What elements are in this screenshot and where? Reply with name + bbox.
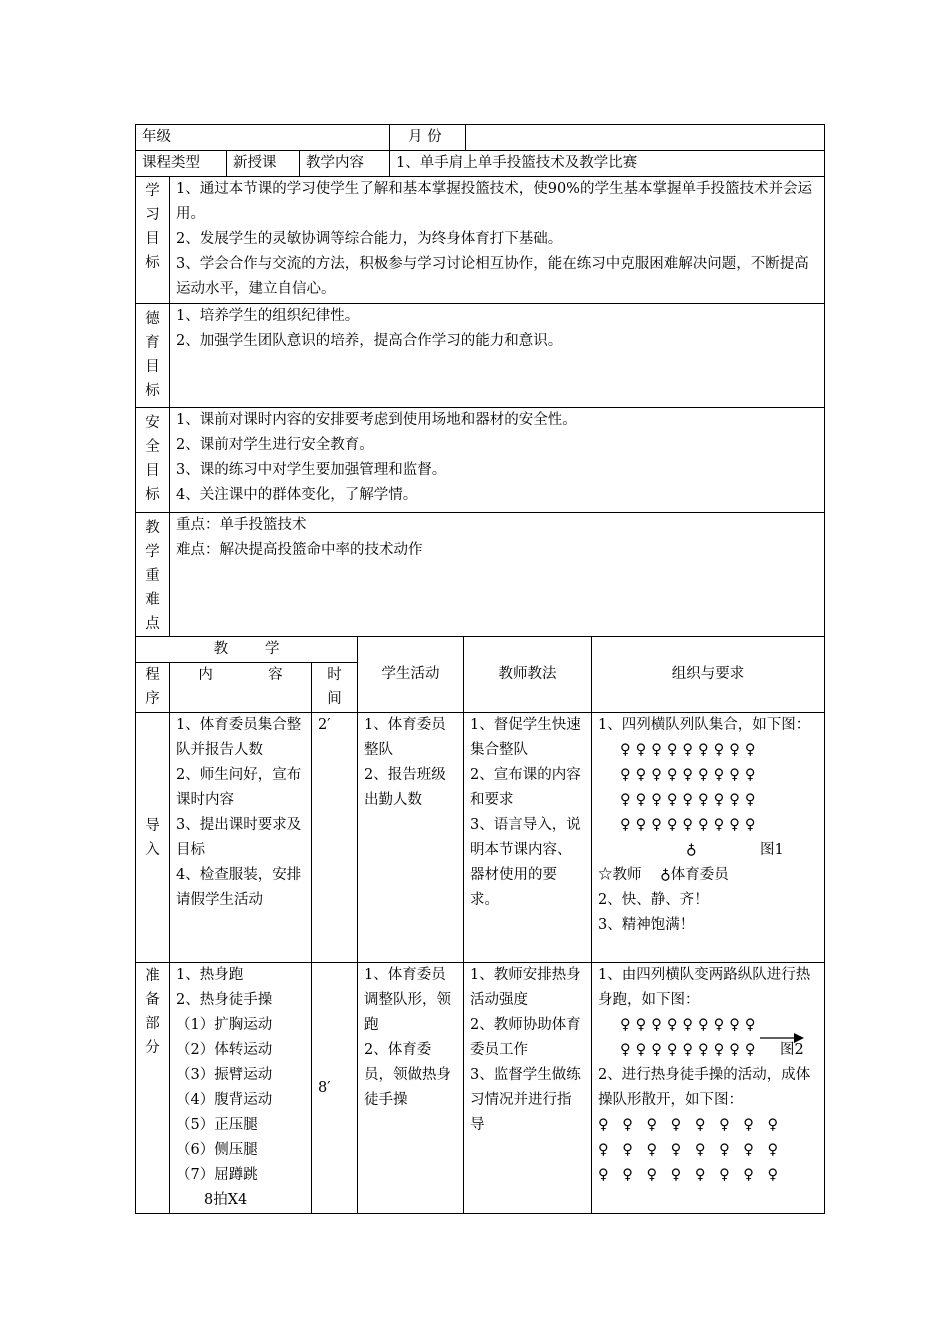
safety-goals-label: 安 全 目 标 (136, 408, 170, 513)
figure-1-label: 图1 (760, 842, 784, 858)
content-value: 1、单手肩上单手投篮技术及教学比赛 (390, 151, 825, 177)
learning-goals-text: 1、通过本节课的学习使学生了解和基本掌握投篮技术，使90%的学生基本掌握单手投篮技术并会运用。 2、发展学生的灵敏协调等综合能力，为终身体育打下基础。 3、学会合作与交流的方法，积极参与学习讨论相互协作，能在练习中克服困难解决问题，不断提高运动水平，建立自信心。 (170, 177, 825, 304)
prep-teacher: 1、教师安排热身活动强度 2、教师协助体育委员工作 3、监督学生做练习情况并进行指导 (464, 963, 592, 1214)
formation-leader-line (598, 838, 818, 863)
prep-time: 8′ (312, 963, 358, 1214)
prep-label: 准 备 部 分 (136, 963, 170, 1214)
order-header: 程 序 (136, 663, 170, 713)
student-activity-header: 学生活动 (358, 637, 464, 713)
intro-time: 2′ (312, 713, 358, 963)
content-label: 教学内容 (300, 151, 390, 177)
key-points-text: 重点：单手投篮技术 难点：解决提高投篮命中率的技术动作 (170, 513, 825, 637)
intro-teacher: 1、督促学生快速集合整队 2、宣布课的内容和要求 3、语言导入，说明本节课内容、器材使用的要求。 (464, 713, 592, 963)
spread-row: ♀ ♀ ♀ ♀ ♀ ♀ ♀ ♀ (598, 1117, 779, 1133)
intro-content: 1、体育委员集合整队并报告人数 2、师生问好，宣布课时内容 3、提出课时要求及目标 4、检查服装，安排请假学生活动 (170, 713, 312, 963)
intro-organization: 1、四列横队列队集合，如下图： ♀♀♀♀♀♀♀♀♀ ♀♀♀♀♀♀♀♀♀ ♀♀♀♀♀♀♀♀♀ ♀♀♀♀♀♀♀♀♀ ♁ 图1 ☆教师 ♁体育委员 2、快、静、齐！ 3、精神饱满！ (592, 713, 825, 963)
legend-line (598, 863, 818, 888)
learning-goals-label: 学 习 目 标 (136, 177, 170, 304)
key-points-label: 教 学 重 难 点 (136, 513, 170, 637)
month-value (466, 125, 825, 151)
legend-leader: ♁体育委员 (660, 867, 729, 883)
formation-row: ♀♀♀♀♀♀♀♀♀ (620, 817, 761, 833)
month-label: 月 份 (390, 125, 466, 151)
spread-row: ♀ ♀ ♀ ♀ ♀ ♀ ♀ ♀ (598, 1167, 779, 1183)
moral-goals-text: 1、培养学生的组织纪律性。 2、加强学生团队意识的培养，提高合作学习的能力和意识。 (170, 304, 825, 408)
legend-teacher: ☆教师 (598, 867, 642, 883)
leader-symbol: ♁ (686, 842, 697, 858)
grade-label: 年级 (136, 125, 390, 151)
time-header: 时 间 (312, 663, 358, 713)
teaching-header: 教 学 (136, 637, 358, 663)
course-type-label: 课程类型 (136, 151, 227, 177)
run-row-with-arrow (598, 1038, 818, 1063)
formation-row: ♀♀♀♀♀♀♀♀♀ (620, 767, 761, 783)
spread-row: ♀ ♀ ♀ ♀ ♀ ♀ ♀ ♀ (598, 1142, 779, 1158)
lesson-plan-top (135, 124, 825, 637)
run-row: ♀♀♀♀♀♀♀♀♀ (620, 1017, 761, 1033)
content-header: 内 容 (170, 663, 312, 713)
organization-header: 组织与要求 (592, 637, 825, 713)
formation-row: ♀♀♀♀♀♀♀♀♀ (620, 742, 761, 758)
course-type-value: 新授课 (227, 151, 300, 177)
figure-2-label: 图2 (780, 1042, 804, 1058)
moral-goals-label: 德 育 目 标 (136, 304, 170, 408)
teacher-method-header: 教师教法 (464, 637, 592, 713)
prep-content: 1、热身跑 2、热身徒手操 （1）扩胸运动 （2）体转运动 （3）振臂运动 （4）腹背运动 （5）正压腿 （6）侧压腿 （7）屈蹲跳 8拍X4 (170, 963, 312, 1214)
formation-row: ♀♀♀♀♀♀♀♀♀ (620, 792, 761, 808)
prep-student: 1、体育委员调整队形，领跑 2、体育委员，领做热身徒手操 (358, 963, 464, 1214)
safety-goals-text: 1、课前对课时内容的安排要考虑到使用场地和器材的安全性。 2、课前对学生进行安全教育。 3、课的练习中对学生要加强管理和监督。 4、关注课中的群体变化，了解学情。 (170, 408, 825, 513)
run-row: ♀♀♀♀♀♀♀♀♀ (620, 1042, 761, 1058)
lesson-process-table (135, 636, 825, 1214)
intro-label: 导 入 (136, 713, 170, 963)
intro-student: 1、体育委员整队 2、报告班级出勤人数 (358, 713, 464, 963)
prep-organization: 1、由四列横队变两路纵队进行热身跑，如下图： ♀♀♀♀♀♀♀♀♀ ♀♀♀♀♀♀♀♀♀ 图2 2、进行热身徒手操的活动，成体操队形散开，如下图： ♀ ♀ ♀ ♀ ♀ ♀ ♀ ♀ ♀ ♀ ♀ ♀ ♀ ♀ ♀ ♀ ♀ ♀ ♀ ♀ ♀ ♀ ♀ ♀ (592, 963, 825, 1214)
